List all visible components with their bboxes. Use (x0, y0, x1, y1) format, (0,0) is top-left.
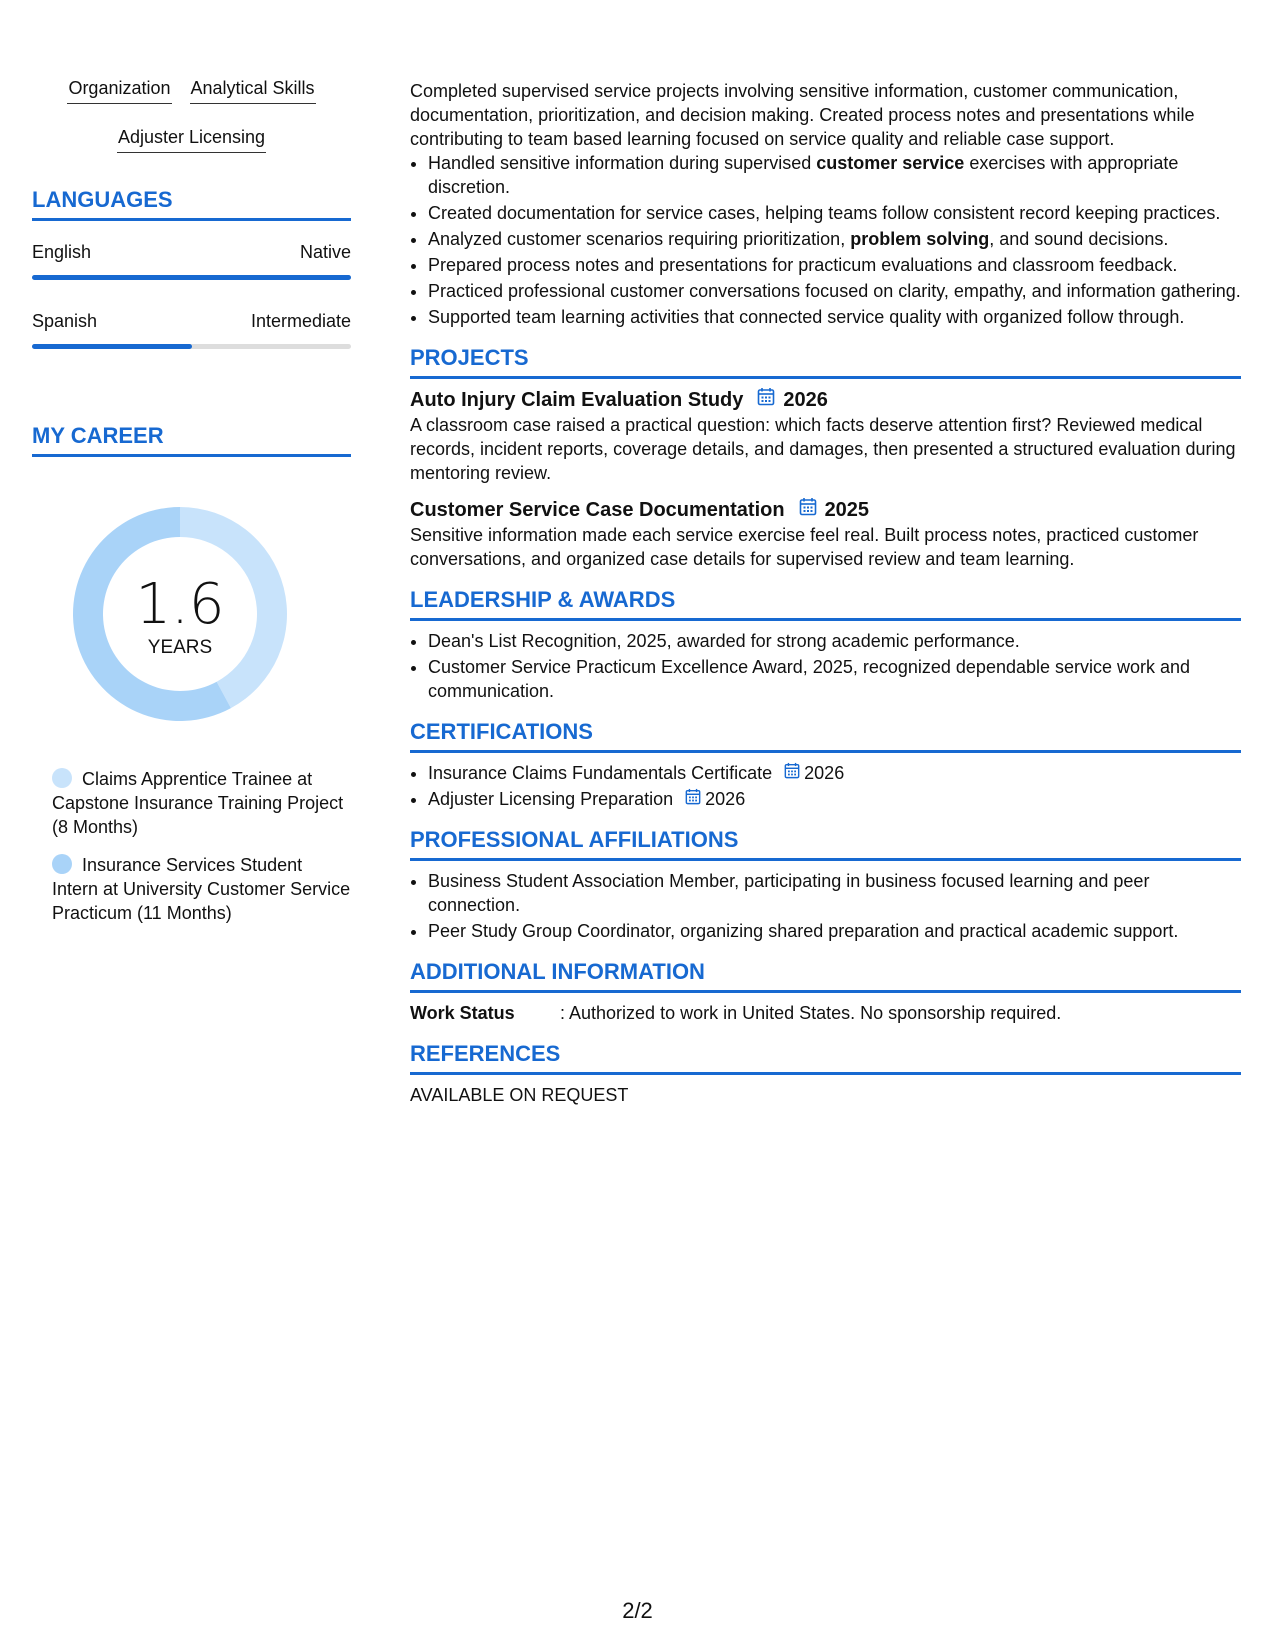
certification-name: • Insurance Claims Fundamentals Certificate (428, 763, 773, 783)
leadership-item: • Dean's List Recognition, 2025, awarded for strong academic performance. (428, 629, 1241, 653)
summary-bullet: • Supported team learning activities that connected service quality with organized follow through. (428, 305, 1241, 329)
calendar-icon (757, 387, 775, 413)
certification-year: 2026 (804, 763, 845, 783)
additional-info-heading: ADDITIONAL INFORMATION (410, 959, 1241, 993)
skill-tag: Analytical Skills (190, 76, 316, 104)
work-status-label: Work Status (410, 1003, 515, 1023)
affiliations-list (410, 869, 1241, 943)
certification-year: 2026 (705, 789, 746, 809)
page-number: 2/2 (622, 1598, 653, 1623)
left-column (32, 76, 351, 939)
career-legend-label: Insurance Services Student Intern at University Customer Service Practicum (11 Months) (52, 855, 351, 923)
legend-dot-icon (52, 854, 72, 874)
career-legend-item (52, 767, 351, 839)
career-donut-chart (67, 501, 293, 727)
career-legend-item (52, 853, 351, 925)
summary-intro: Completed supervised service projects involving sensitive information, customer communication, documentation, prioritization, and decision making. Created process notes and presentations while contributing to team based learning focused on service quality and reliable case support. (410, 81, 1195, 149)
affiliation-item: • Business Student Association Member, participating in business focused learning and peer connection. (428, 869, 1241, 917)
certification-item (428, 761, 1241, 785)
language-proficiency-fill (32, 344, 192, 349)
project-item (410, 497, 1241, 571)
affiliations-heading: PROFESSIONAL AFFILIATIONS (410, 827, 1241, 861)
project-description: Sensitive information made each service exercise feel real. Built process notes, practiced customer conversations, and organized case details for supervised review and team learning. (410, 525, 1199, 569)
leadership-heading: LEADERSHIP & AWARDS (410, 587, 1241, 621)
languages-heading: LANGUAGES (32, 187, 351, 221)
references-text: AVAILABLE ON REQUEST (410, 1085, 629, 1105)
projects-heading: PROJECTS (410, 345, 1241, 379)
language-proficiency-fill (32, 275, 351, 280)
references-heading: REFERENCES (410, 1041, 1241, 1075)
project-name: Customer Service Case Documentation (410, 499, 785, 521)
affiliation-item: • Peer Study Group Coordinator, organizing shared preparation and practical academic support. (428, 919, 1241, 943)
project-description: A classroom case raised a practical question: which facts deserve attention first? Reviewed medical records, incident reports, coverage details, and damages, then presented a structured evaluation during mentoring review. (410, 415, 1236, 483)
summary-bullet: • Analyzed customer scenarios requiring prioritization, problem solving, and sound decisions. (428, 227, 1241, 251)
certification-item (428, 787, 1241, 811)
work-status-row (410, 1001, 1241, 1025)
language-name: English (32, 242, 92, 262)
right-column (410, 79, 1241, 1107)
career-legend-label: Claims Apprentice Trainee at Capstone Insurance Training Project (8 Months) (52, 769, 344, 837)
summary-bullets (410, 151, 1241, 329)
calendar-icon (799, 497, 817, 523)
career-total-unit: YEARS (147, 637, 213, 658)
language-proficiency-bar (32, 344, 351, 349)
calendar-icon (685, 787, 701, 811)
summary-bullet: • Practiced professional customer conversations focused on clarity, empathy, and information gathering. (428, 279, 1241, 303)
language-level: Intermediate (250, 311, 351, 331)
certifications-list (410, 761, 1241, 811)
skill-tag: Organization (67, 76, 171, 104)
certifications-heading: CERTIFICATIONS (410, 719, 1241, 753)
calendar-icon (784, 761, 800, 785)
leadership-item: • Customer Service Practicum Excellence Award, 2025, recognized dependable service work and communication. (428, 655, 1241, 703)
career-legend (52, 767, 351, 925)
language-name: Spanish (32, 311, 98, 331)
language-item (32, 241, 351, 280)
project-year: 2026 (783, 389, 828, 411)
summary-bullet: • Created documentation for service cases, helping teams follow consistent record keeping practices. (428, 201, 1241, 225)
certification-name: • Adjuster Licensing Preparation (428, 789, 674, 809)
summary-bullet: • Handled sensitive information during supervised customer service exercises with appropriate discretion. (428, 151, 1241, 199)
legend-dot-icon (52, 768, 72, 788)
language-item (32, 310, 351, 349)
project-name: Auto Injury Claim Evaluation Study (410, 389, 744, 411)
language-level: Native (299, 242, 351, 262)
summary-bullet: • Prepared process notes and presentations for practicum evaluations and classroom feedback. (428, 253, 1241, 277)
skill-tag: Adjuster Licensing (117, 125, 266, 153)
work-status-value: : Authorized to work in United States. No sponsorship required. (560, 1003, 1062, 1023)
skills-list (32, 76, 351, 153)
donut-center (67, 501, 293, 727)
career-total-value: 1.6 (135, 572, 225, 637)
language-proficiency-bar (32, 275, 351, 280)
leadership-list (410, 629, 1241, 703)
career-heading: MY CAREER (32, 423, 351, 457)
project-year: 2025 (824, 499, 870, 521)
project-item (410, 387, 1241, 485)
